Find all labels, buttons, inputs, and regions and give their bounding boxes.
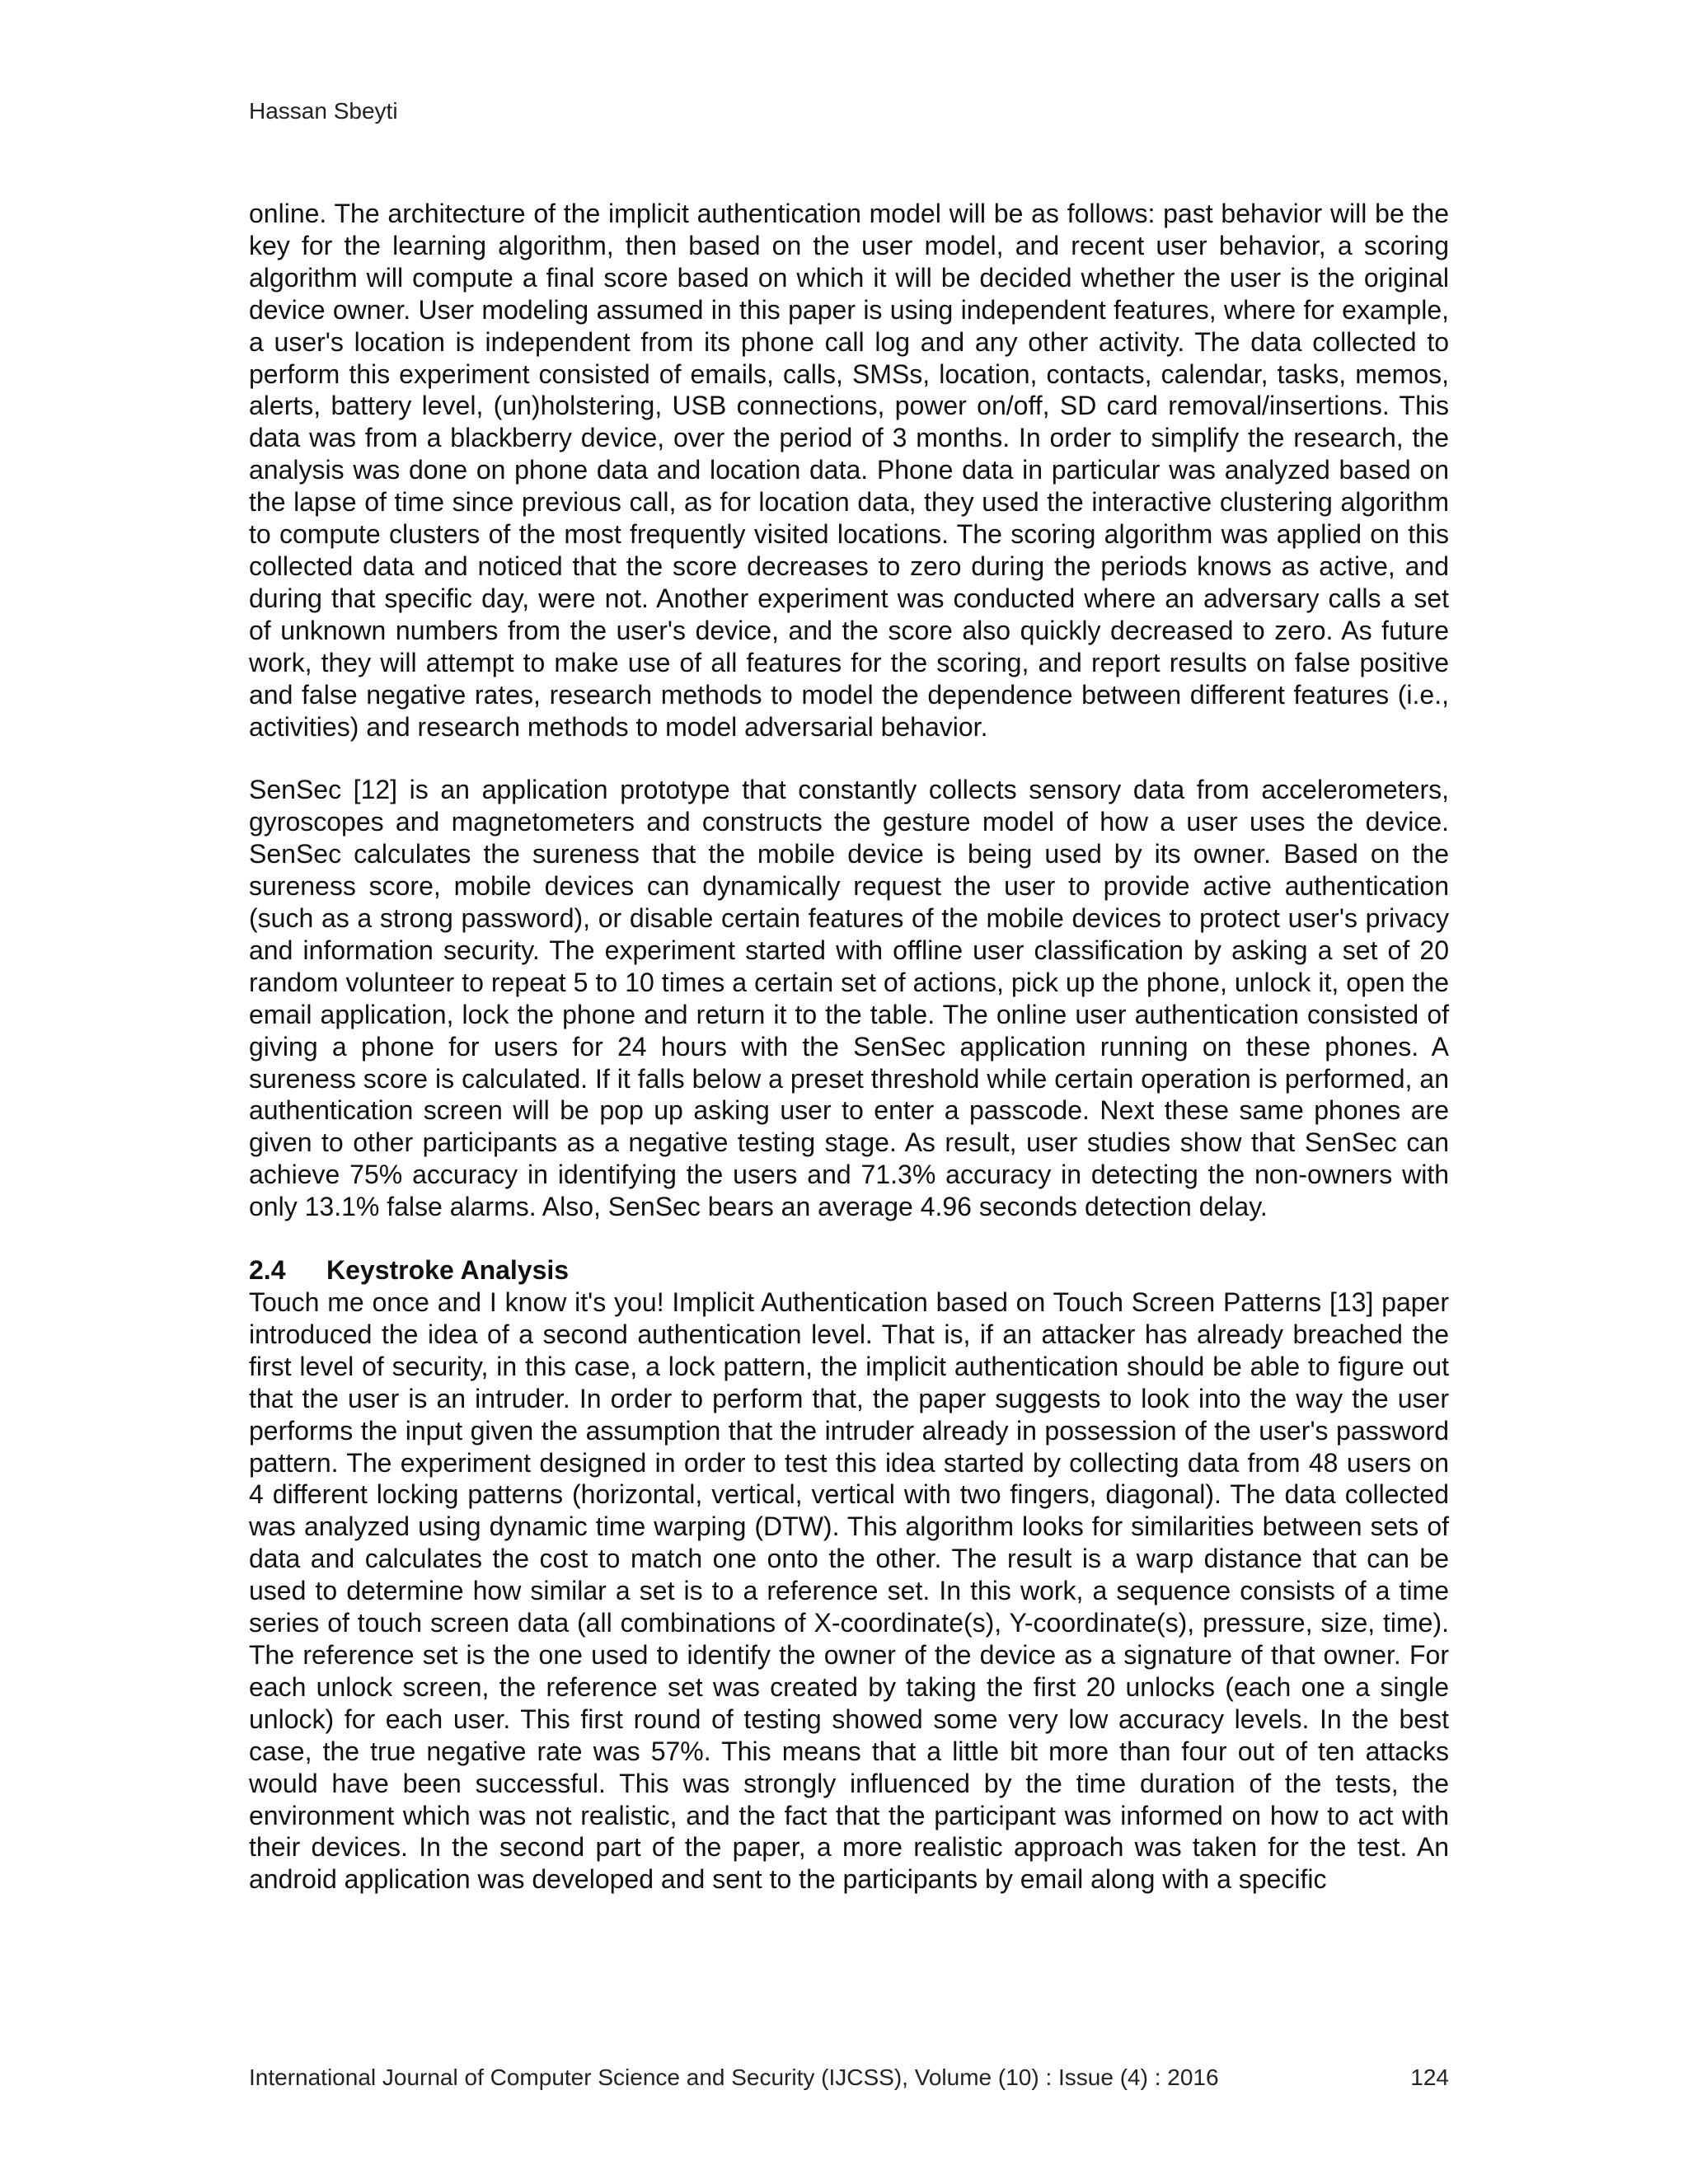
section-number: 2.4: [249, 1255, 286, 1286]
paragraph-touch-me-once: Touch me once and I know it's you! Implicit Authentication based on Touch Screen Patterns [13] paper introduced the idea of a second authentication level. That is, if an attacker has already breached the first level of security, in this case, a lock pattern, the implicit authentication should be able to figure out that the user is an intruder. In order to perform that, the paper suggests to look into the way the user performs the input given the assumption that the intruder already in possession of the user's password pattern. The experiment designed in order to test this idea started by collecting data from 48 users on 4 different locking patterns (horizontal, vertical, vertical with two fingers, diagonal). The data collected was analyzed using dynamic time warping (DTW). This algorithm looks for similarities between sets of data and calculates the cost to match one onto the other. The result is a warp distance that can be used to determine how similar a set is to a reference set. In this work, a sequence consists of a time series of touch screen data (all combinations of X-coordinate(s), Y-coordinate(s), pressure, size, time). The reference set is the one used to identify the owner of the device as a signature of that owner. For each unlock screen, the reference set was created by taking the first 20 unlocks (each one a single unlock) for each user. This first round of testing showed some very low accuracy levels. In the best case, the true negative rate was 57%. This means that a little bit more than four out of ten attacks would have been successful. This was strongly influenced by the time duration of the tests, the environment which was not realistic, and the fact that the participant was informed on how to act with their devices. In the second part of the paper, a more realistic approach was taken for the test. An android application was developed and sent to the participants by email along with a specific: [249, 1287, 1449, 1895]
section-title: Keystroke Analysis: [326, 1255, 570, 1286]
page-number: 124: [1410, 2064, 1449, 2090]
running-head-author: Hassan Sbeyti: [249, 98, 398, 124]
paragraph-sensec: SenSec [12] is an application prototype that constantly collects sensory data from accelerometers, gyroscopes and magnetometers and constructs the gesture model of how a user uses the device. SenSec calculates the sureness that the mobile device is being used by its owner. Based on the sureness score, mobile devices can dynamically request the user to provide active authentication (such as a strong password), or disable certain features of the mobile devices to protect user's privacy and information security. The experiment started with offline user classification by asking a set of 20 random volunteer to repeat 5 to 10 times a certain set of actions, pick up the phone, unlock it, open the email application, lock the phone and return it to the table. The online user authentication consisted of giving a phone for users for 24 hours with the SenSec application running on these phones. A sureness score is calculated. If it falls below a preset threshold while certain operation is performed, an authentication screen will be pop up asking user to enter a passcode. Next these same phones are given to other participants as a negative testing stage. As result, user studies show that SenSec can achieve 75% accuracy in identifying the users and 71.3% accuracy in detecting the non-owners with only 13.1% false alarms. Also, SenSec bears an average 4.96 seconds detection delay.: [249, 775, 1449, 1222]
body-text: [249, 198, 1449, 1896]
footer-journal-citation: International Journal of Computer Science and Security (IJCSS), Volume (10) : Issue (4) : 2016: [249, 2064, 1219, 2090]
section-heading: [249, 1254, 1449, 1286]
paragraph-implicit-authentication-model: online. The architecture of the implicit authentication model will be as follows: past behavior will be the key for the learning algorithm, then based on the user model, and recent user behavior, a scoring algorithm will compute a final score based on which it will be decided whether the user is the original device owner. User modeling assumed in this paper is using independent features, where for example, a user's location is independent from its phone call log and any other activity. The data collected to perform this experiment consisted of emails, calls, SMSs, location, contacts, calendar, tasks, memos, alerts, battery level, (un)holstering, USB connections, power on/off, SD card removal/insertions. This data was from a blackberry device, over the period of 3 months. In order to simplify the research, the analysis was done on phone data and location data. Phone data in particular was analyzed based on the lapse of time since previous call, as for location data, they used the interactive clustering algorithm to compute clusters of the most frequently visited locations. The scoring algorithm was applied on this collected data and noticed that the score decreases to zero during the periods knows as active, and during that specific day, were not. Another experiment was conducted where an adversary calls a set of unknown numbers from the user's device, and the score also quickly decreased to zero. As future work, they will attempt to make use of all features for the scoring, and report results on false positive and false negative rates, research methods to model the dependence between different features (i.e., activities) and research methods to model adversarial behavior.: [249, 199, 1449, 742]
